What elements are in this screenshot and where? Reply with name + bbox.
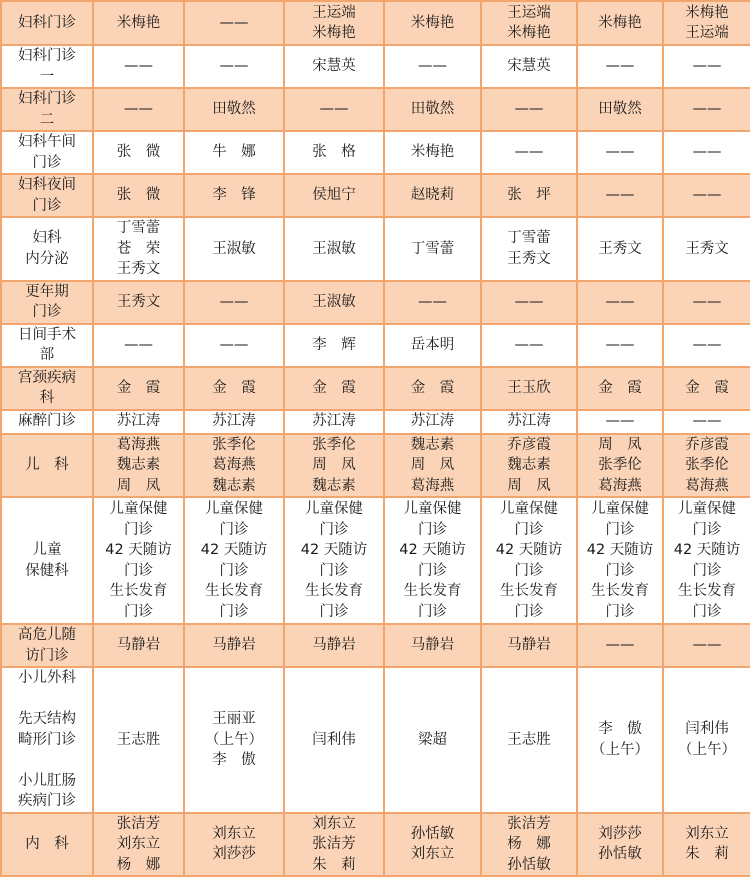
schedule-cell: 侯旭宁 (284, 174, 384, 217)
table-row (1, 281, 750, 324)
schedule-cell: 儿童保健 门诊 42 天随访 门诊 生长发育 门诊 (93, 497, 184, 624)
schedule-cell: 魏志素 周 凤 葛海燕 (384, 434, 481, 498)
department-name: 儿童 保健科 (1, 497, 93, 624)
schedule-cell: —— (481, 281, 577, 324)
schedule-cell: —— (184, 1, 284, 45)
department-name: 妇科门诊 (1, 1, 93, 45)
department-name: 更年期 门诊 (1, 281, 93, 324)
department-name: 麻醉门诊 (1, 410, 93, 434)
schedule-cell: 赵晓莉 (384, 174, 481, 217)
schedule-cell: —— (93, 324, 184, 367)
schedule-cell: 王志胜 (481, 667, 577, 813)
schedule-cell: 米梅艳 (93, 1, 184, 45)
schedule-cell: 米梅艳 (384, 131, 481, 174)
schedule-cell: 葛海燕 魏志素 周 凤 (93, 434, 184, 498)
schedule-cell: 马静岩 (384, 624, 481, 667)
table-row (1, 410, 750, 434)
schedule-cell: —— (663, 174, 750, 217)
schedule-cell: 王志胜 (93, 667, 184, 813)
schedule-cell: 闫利伟 (284, 667, 384, 813)
schedule-cell: 金 霞 (93, 367, 184, 410)
department-name: 妇科 内分泌 (1, 217, 93, 281)
schedule-cell: 儿童保健 门诊 42 天随访 门诊 生长发育 门诊 (384, 497, 481, 624)
schedule-cell: —— (577, 324, 663, 367)
department-name: 小儿外科 先天结构 畸形门诊 小儿肛肠 疾病门诊 (1, 667, 93, 813)
table-row (1, 624, 750, 667)
schedule-cell: 王秀文 (577, 217, 663, 281)
table-row (1, 131, 750, 174)
schedule-cell: 马静岩 (93, 624, 184, 667)
schedule-cell: —— (577, 624, 663, 667)
schedule-cell: —— (663, 45, 750, 88)
schedule-cell: 田敬然 (577, 88, 663, 131)
schedule-cell: 儿童保健 门诊 42 天随访 门诊 生长发育 门诊 (184, 497, 284, 624)
schedule-cell: 张洁芳 刘东立 杨 娜 (93, 813, 184, 877)
schedule-cell: —— (577, 131, 663, 174)
schedule-cell: 金 霞 (663, 367, 750, 410)
schedule-cell: 梁超 (384, 667, 481, 813)
schedule-cell: —— (577, 45, 663, 88)
schedule-cell: 王运端 米梅艳 (481, 1, 577, 45)
department-name: 妇科门诊 一 (1, 45, 93, 88)
schedule-cell: —— (663, 624, 750, 667)
schedule-cell: —— (663, 324, 750, 367)
schedule-cell: 苏江涛 (481, 410, 577, 434)
schedule-cell: —— (481, 324, 577, 367)
schedule-cell: 马静岩 (481, 624, 577, 667)
schedule-cell: 刘东立 朱 莉 (663, 813, 750, 877)
schedule-cell: —— (663, 410, 750, 434)
table-row (1, 174, 750, 217)
schedule-cell: 孙恬敏 刘东立 (384, 813, 481, 877)
schedule-cell: 王玉欣 (481, 367, 577, 410)
schedule-cell: 乔彦霞 张季伦 葛海燕 (663, 434, 750, 498)
schedule-cell: 王淑敏 (184, 217, 284, 281)
schedule-cell: —— (577, 410, 663, 434)
schedule-cell: —— (184, 281, 284, 324)
schedule-cell: 宋慧英 (284, 45, 384, 88)
schedule-cell: —— (384, 45, 481, 88)
department-name: 儿 科 (1, 434, 93, 498)
schedule-cell: —— (184, 45, 284, 88)
schedule-cell: 儿童保健 门诊 42 天随访 门诊 生长发育 门诊 (481, 497, 577, 624)
schedule-cell: —— (481, 88, 577, 131)
table-row (1, 813, 750, 877)
schedule-cell: 金 霞 (284, 367, 384, 410)
schedule-cell: 儿童保健 门诊 42 天随访 门诊 生长发育 门诊 (577, 497, 663, 624)
schedule-cell: 丁雪蕾 苍 荣 王秀文 (93, 217, 184, 281)
schedule-cell: 儿童保健 门诊 42 天随访 门诊 生长发育 门诊 (284, 497, 384, 624)
schedule-cell: 米梅艳 (577, 1, 663, 45)
schedule-cell: —— (384, 281, 481, 324)
schedule-cell: 张洁芳 杨 娜 孙恬敏 (481, 813, 577, 877)
schedule-cell: —— (93, 88, 184, 131)
table-row (1, 45, 750, 88)
department-name: 妇科午间 门诊 (1, 131, 93, 174)
department-name: 妇科夜间 门诊 (1, 174, 93, 217)
schedule-cell: 王淑敏 (284, 281, 384, 324)
schedule-cell: 田敬然 (384, 88, 481, 131)
table-row (1, 667, 750, 813)
department-name: 高危儿随 访门诊 (1, 624, 93, 667)
schedule-cell: —— (663, 131, 750, 174)
schedule-cell: 苏江涛 (93, 410, 184, 434)
schedule-cell: 金 霞 (577, 367, 663, 410)
schedule-cell: 王淑敏 (284, 217, 384, 281)
schedule-cell: —— (481, 131, 577, 174)
schedule-cell: 刘东立 刘莎莎 (184, 813, 284, 877)
schedule-cell: 王秀文 (93, 281, 184, 324)
schedule-cell: 张季伦 葛海燕 魏志素 (184, 434, 284, 498)
schedule-cell: —— (577, 174, 663, 217)
schedule-cell: 岳本明 (384, 324, 481, 367)
schedule-cell: 马静岩 (184, 624, 284, 667)
schedule-cell: 苏江涛 (184, 410, 284, 434)
schedule-cell: 张 格 (284, 131, 384, 174)
table-row (1, 324, 750, 367)
schedule-cell: 儿童保健 门诊 42 天随访 门诊 生长发育 门诊 (663, 497, 750, 624)
department-name: 妇科门诊 二 (1, 88, 93, 131)
schedule-cell: 刘莎莎 孙恬敏 (577, 813, 663, 877)
schedule-cell: 周 凤 张季伦 葛海燕 (577, 434, 663, 498)
table-row (1, 497, 750, 624)
table-row (1, 367, 750, 410)
schedule-cell: —— (663, 88, 750, 131)
schedule-cell: 张 微 (93, 131, 184, 174)
schedule-cell: 张季伦 周 凤 魏志素 (284, 434, 384, 498)
schedule-body (1, 1, 750, 876)
schedule-cell: 丁雪蕾 王秀文 (481, 217, 577, 281)
schedule-cell: 米梅艳 (384, 1, 481, 45)
schedule-cell: —— (577, 281, 663, 324)
schedule-cell: 李 辉 (284, 324, 384, 367)
schedule-cell: 乔彦霞 魏志素 周 凤 (481, 434, 577, 498)
schedule-cell: 丁雪蕾 (384, 217, 481, 281)
schedule-cell: —— (93, 45, 184, 88)
schedule-cell: 李 傲 （上午） (577, 667, 663, 813)
schedule-cell: 米梅艳 王运端 (663, 1, 750, 45)
schedule-cell: 闫利伟 （上午） (663, 667, 750, 813)
schedule-cell: 李 锋 (184, 174, 284, 217)
table-row (1, 88, 750, 131)
department-name: 日间手术 部 (1, 324, 93, 367)
schedule-cell: 马静岩 (284, 624, 384, 667)
schedule-cell: —— (663, 281, 750, 324)
schedule-cell: 王丽亚 （上午） 李 傲 (184, 667, 284, 813)
schedule-cell: 刘东立 张洁芳 朱 莉 (284, 813, 384, 877)
schedule-cell: 金 霞 (184, 367, 284, 410)
schedule-cell: —— (184, 324, 284, 367)
schedule-cell: 王秀文 (663, 217, 750, 281)
schedule-cell: 苏江涛 (284, 410, 384, 434)
table-row (1, 217, 750, 281)
schedule-cell: 宋慧英 (481, 45, 577, 88)
department-name: 宫颈疾病 科 (1, 367, 93, 410)
schedule-cell: 王运端 米梅艳 (284, 1, 384, 45)
schedule-cell: 苏江涛 (384, 410, 481, 434)
department-name: 内 科 (1, 813, 93, 877)
schedule-cell: 金 霞 (384, 367, 481, 410)
schedule-cell: 张 微 (93, 174, 184, 217)
schedule-cell: 牛 娜 (184, 131, 284, 174)
schedule-cell: —— (284, 88, 384, 131)
schedule-cell: 田敬然 (184, 88, 284, 131)
table-row (1, 434, 750, 498)
table-row (1, 1, 750, 45)
schedule-cell: 张 坪 (481, 174, 577, 217)
